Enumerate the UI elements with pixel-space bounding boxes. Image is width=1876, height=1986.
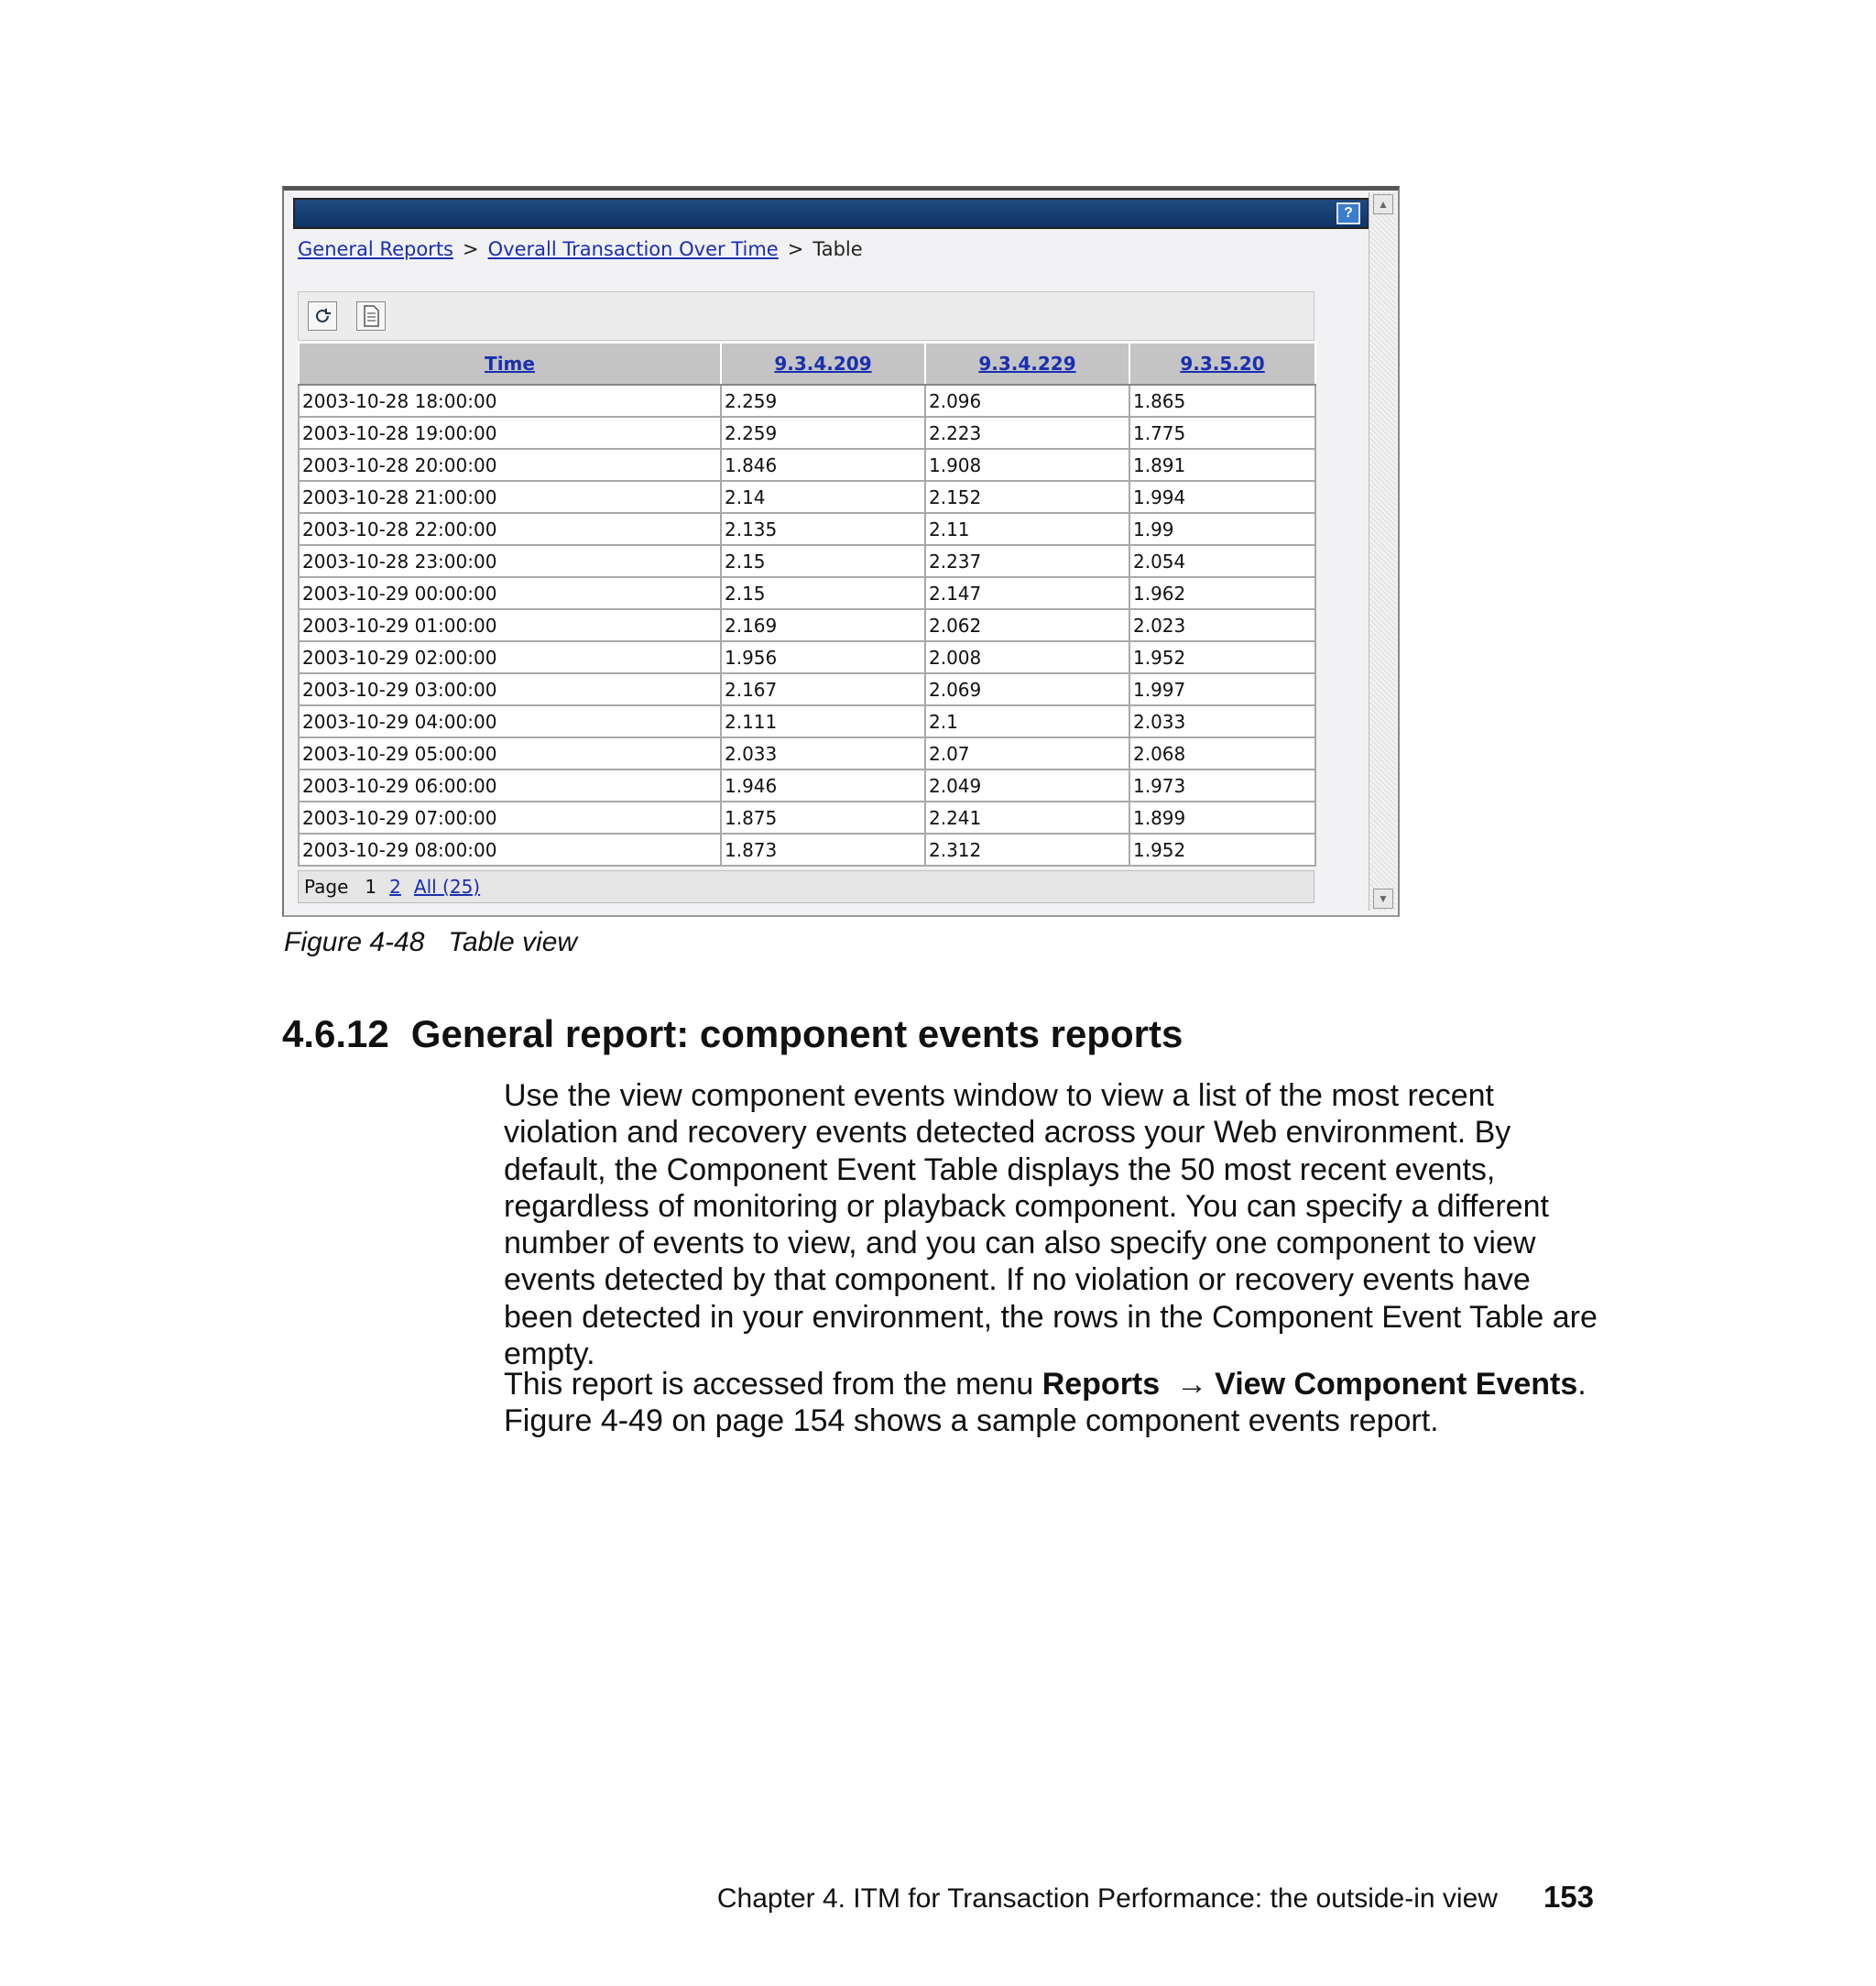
value-cell: 2.062 [925, 609, 1129, 641]
value-cell: 1.899 [1129, 802, 1315, 834]
value-cell: 2.259 [721, 385, 925, 417]
table-row [299, 481, 1315, 513]
sort-link[interactable]: Time [485, 353, 535, 375]
body-paragraph: Use the view component events window to view a list of the most recent violation and recovery events detected across your Web environment. By default, the Component Event Table displays the 50 most recent events, regardless of monitoring or playback component. You can specify a different number of events to view, and you can also specify one component to view events detected by that component. If no violation or recovery events have been detected in your environment, the rows in the Component Event Table are empty. [504, 1078, 1598, 1372]
chapter-title: Chapter 4. ITM for Transaction Performance: the outside-in view [716, 1883, 1498, 1914]
page-number: 153 [1543, 1880, 1594, 1914]
table-toolbar [298, 291, 1314, 341]
para-text: . [1577, 1367, 1587, 1402]
time-cell: 2003-10-28 18:00:00 [299, 385, 721, 417]
time-cell: 2003-10-29 02:00:00 [299, 641, 721, 673]
vertical-scrollbar[interactable] [1369, 192, 1396, 911]
value-cell: 1.973 [1129, 769, 1315, 802]
sort-link[interactable]: 9.3.4.209 [774, 353, 872, 375]
value-cell: 2.068 [1129, 737, 1315, 769]
refresh-button[interactable] [308, 301, 337, 331]
time-cell: 2003-10-28 22:00:00 [299, 513, 721, 545]
value-cell: 2.11 [925, 513, 1129, 545]
value-cell: 1.873 [721, 834, 925, 866]
table-row [299, 834, 1315, 866]
value-cell: 2.152 [925, 481, 1129, 513]
value-cell: 1.99 [1129, 513, 1315, 545]
value-cell: 2.135 [721, 513, 925, 545]
section-title: General report: component events reports [410, 1012, 1183, 1055]
sort-link[interactable]: 9.3.4.229 [978, 353, 1076, 375]
value-cell: 2.15 [721, 577, 925, 609]
breadcrumb-separator: > [787, 238, 804, 260]
value-cell: 1.952 [1129, 834, 1315, 866]
time-cell: 2003-10-29 05:00:00 [299, 737, 721, 769]
time-cell: 2003-10-28 23:00:00 [299, 545, 721, 577]
table-row [299, 545, 1315, 577]
value-cell: 1.875 [721, 802, 925, 834]
time-cell: 2003-10-29 06:00:00 [299, 769, 721, 802]
value-cell: 2.169 [721, 609, 925, 641]
table-row [299, 449, 1315, 481]
value-cell: 2.033 [721, 737, 925, 769]
table-row [299, 673, 1315, 705]
data-table [298, 342, 1316, 867]
page-footer [717, 1880, 1594, 1915]
table-row [299, 705, 1315, 737]
value-cell: 2.312 [925, 834, 1129, 866]
value-cell: 1.908 [925, 449, 1129, 481]
document-icon [362, 305, 380, 327]
value-cell: 2.008 [925, 641, 1129, 673]
value-cell: 2.241 [925, 802, 1129, 834]
menu-item-view-component-events: View Component Events [1215, 1367, 1578, 1402]
time-cell: 2003-10-29 01:00:00 [299, 609, 721, 641]
column-header-ip-1[interactable] [721, 343, 925, 385]
para-text: This report is accessed from the menu [504, 1367, 1042, 1402]
time-cell: 2003-10-29 00:00:00 [299, 577, 721, 609]
value-cell: 1.946 [721, 769, 925, 802]
export-button[interactable] [356, 301, 386, 331]
column-header-ip-3[interactable] [1129, 343, 1315, 385]
menu-item-reports: Reports [1042, 1367, 1161, 1402]
value-cell: 2.111 [721, 705, 925, 737]
pager-label: Page [304, 876, 349, 898]
menu-path-paragraph [504, 1366, 1603, 1440]
section-heading [282, 1012, 1183, 1056]
table-row [299, 769, 1315, 802]
time-cell: 2003-10-29 07:00:00 [299, 802, 721, 834]
pager-current-page: 1 [365, 876, 377, 898]
breadcrumb [298, 238, 863, 260]
figure-title: Table view [448, 927, 578, 957]
time-cell: 2003-10-29 04:00:00 [299, 705, 721, 737]
table-row [299, 737, 1315, 769]
value-cell: 2.07 [925, 737, 1129, 769]
breadcrumb-overall-transaction[interactable]: Overall Transaction Over Time [487, 238, 779, 260]
table-row [299, 385, 1315, 417]
value-cell: 2.033 [1129, 705, 1315, 737]
value-cell: 1.846 [721, 449, 925, 481]
time-cell: 2003-10-29 03:00:00 [299, 673, 721, 705]
value-cell: 2.069 [925, 673, 1129, 705]
breadcrumb-general-reports[interactable]: General Reports [298, 238, 453, 260]
figure-number: Figure 4-48 [284, 927, 425, 957]
breadcrumb-separator: > [463, 238, 479, 260]
window-title-bar [293, 198, 1369, 229]
table-body [299, 385, 1315, 866]
refresh-icon [312, 306, 333, 326]
value-cell: 2.147 [925, 577, 1129, 609]
value-cell: 1.952 [1129, 641, 1315, 673]
time-cell: 2003-10-28 20:00:00 [299, 449, 721, 481]
value-cell: 1.994 [1129, 481, 1315, 513]
sort-link[interactable]: 9.3.5.20 [1180, 353, 1265, 375]
pager-all-link[interactable]: All (25) [413, 876, 481, 898]
value-cell: 2.223 [925, 417, 1129, 449]
section-number: 4.6.12 [282, 1012, 389, 1055]
scroll-down-icon[interactable]: ▼ [1373, 889, 1393, 909]
column-header-ip-2[interactable] [925, 343, 1129, 385]
value-cell: 2.023 [1129, 609, 1315, 641]
value-cell: 1.865 [1129, 385, 1315, 417]
table-view-screenshot [282, 186, 1400, 917]
para-text: Figure 4-49 on page 154 shows a sample component events report. [504, 1403, 1439, 1439]
help-button[interactable]: ? [1336, 202, 1360, 224]
value-cell: 2.167 [721, 673, 925, 705]
value-cell: 2.259 [721, 417, 925, 449]
value-cell: 2.237 [925, 545, 1129, 577]
time-cell: 2003-10-28 19:00:00 [299, 417, 721, 449]
value-cell: 2.15 [721, 545, 925, 577]
breadcrumb-current: Table [813, 238, 863, 260]
table-row [299, 609, 1315, 641]
table-row [299, 513, 1315, 545]
value-cell: 1.891 [1129, 449, 1315, 481]
value-cell: 1.775 [1129, 417, 1315, 449]
value-cell: 2.096 [925, 385, 1129, 417]
value-cell: 2.14 [721, 481, 925, 513]
pager-page-2-link[interactable]: 2 [389, 876, 401, 898]
time-cell: 2003-10-29 08:00:00 [299, 834, 721, 866]
column-header-time[interactable] [299, 343, 721, 385]
table-row [299, 577, 1315, 609]
pagination [298, 870, 1314, 903]
table-row [299, 802, 1315, 834]
value-cell: 2.049 [925, 769, 1129, 802]
figure-caption [284, 927, 577, 958]
table-row [299, 417, 1315, 449]
value-cell: 2.054 [1129, 545, 1315, 577]
value-cell: 1.997 [1129, 673, 1315, 705]
time-cell: 2003-10-28 21:00:00 [299, 481, 721, 513]
value-cell: 1.962 [1129, 577, 1315, 609]
value-cell: 2.1 [925, 705, 1129, 737]
table-header-row [299, 343, 1315, 385]
table-row [299, 641, 1315, 673]
scroll-up-icon[interactable]: ▲ [1373, 194, 1393, 214]
value-cell: 1.956 [721, 641, 925, 673]
menu-arrow-icon: → [1176, 1367, 1208, 1402]
